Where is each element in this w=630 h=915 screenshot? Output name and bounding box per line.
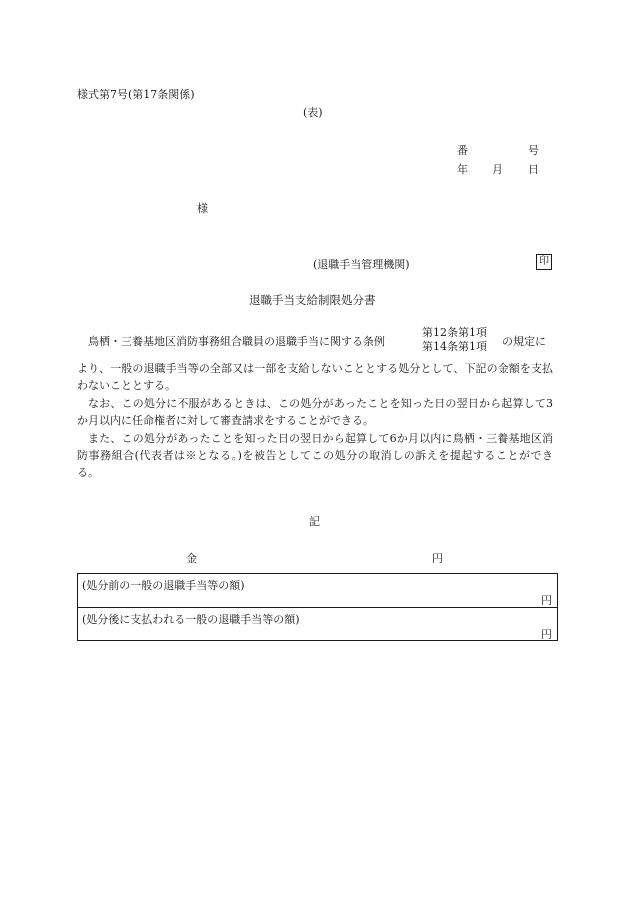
issuing-agency: (退職手当管理機関) [313,258,410,271]
body-lead-text: 鳥栖・三養基地区消防事務組合職員の退職手当に関する条例 [88,335,385,348]
amount-label-after: (処分後に支払われる一般の退職手当等の額) [82,613,300,626]
reference-number-suffix: 号 [528,144,539,157]
amount-label-before: (処分前の一般の退職手当等の額) [82,579,245,592]
addressee-honorific: 様 [197,202,208,215]
amount-unit-before: 円 [541,594,552,607]
amount-unit-after: 円 [541,628,552,641]
amount-breakdown-table [77,573,558,641]
article-option-1: 第12条第1項 [422,326,487,339]
total-amount-unit: 円 [432,552,443,565]
body-paragraph-3: また、この処分があったことを知った日の翌日から起算して6か月以内に鳥栖・三養基地区消防事務組合(代表者は※となる。)を被告としてこの処分の取消しの訴えを提起することができる。 [77,432,553,479]
document-title: 退職手当支給制限処分書 [249,293,376,307]
article-option-2: 第14条第1項 [422,340,487,353]
date-month-label: 月 [492,163,503,176]
article-options [422,326,487,354]
amount-row-before [78,574,557,607]
form-number: 様式第7号(第17条関係) [77,88,195,101]
reference-number-label: 番 [457,144,468,157]
amount-row-after [78,607,557,640]
body-lead-tail: の規定に [502,335,546,348]
body-paragraph-1: より、一般の退職手当等の全部又は一部を支給しないこととする処分として、下記の金額を支払わないこととする。 [77,362,553,392]
total-amount-label: 金 [186,552,197,565]
notation-mark: 記 [309,515,320,528]
official-seal-mark: 印 [536,254,552,270]
body-paragraph-2: なお、この処分に不服があるときは、この処分があったことを知った日の翌日から起算して3か月以内に任命権者に対して審査請求をすることができる。 [77,397,553,427]
form-side-label: (表) [303,106,323,119]
date-year-label: 年 [457,163,468,176]
date-day-label: 日 [528,163,539,176]
